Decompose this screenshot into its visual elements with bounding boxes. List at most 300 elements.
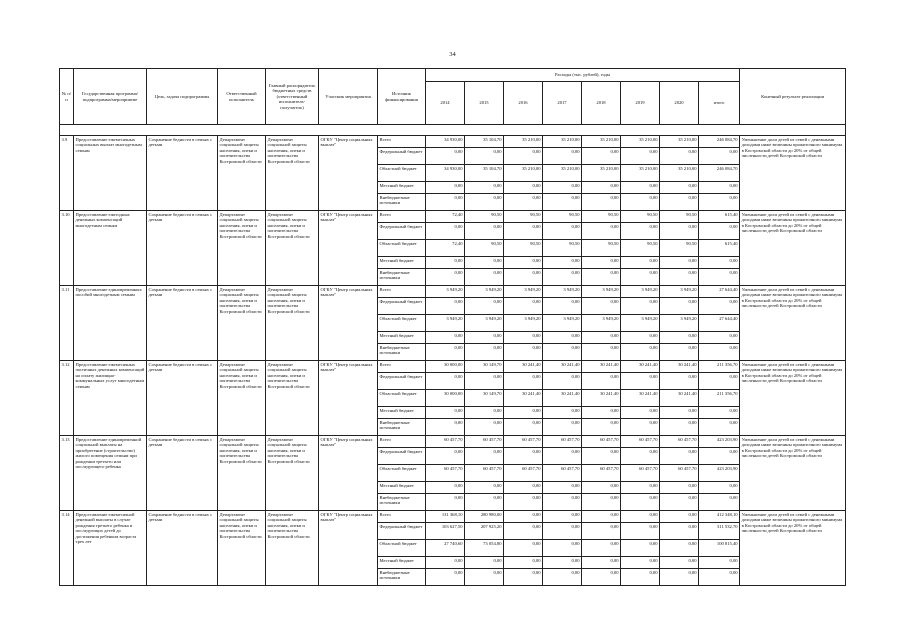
year-value: 90,50 <box>543 240 582 257</box>
year-value: 35 210,00 <box>660 136 699 148</box>
year-value: 0,00 <box>621 482 660 494</box>
year-value: 35 210,00 <box>621 165 660 182</box>
header-participant: Участник мероприятия <box>319 69 378 125</box>
year-value: 0,00 <box>660 332 699 344</box>
year-value: 35 104,70 <box>465 136 504 148</box>
table-row <box>60 211 846 223</box>
year-value: 3 949,20 <box>426 286 465 298</box>
year-value: 35 210,00 <box>582 136 621 148</box>
total-value: 27 644,40 <box>699 286 740 298</box>
year-value: 3 949,20 <box>504 315 543 332</box>
year-value: 0,00 <box>426 332 465 344</box>
total-value: 0,00 <box>699 223 740 240</box>
year-value: 0,00 <box>504 557 543 569</box>
row-number: 3.9 <box>60 136 74 211</box>
year-value: 60 457,70 <box>504 465 543 482</box>
year-value: 0,00 <box>660 182 699 194</box>
measure-participant: ОГКУ "Центр социальных выплат" <box>319 286 378 361</box>
row-number: 3.13 <box>60 436 74 511</box>
source-label: Областной бюджет <box>378 540 426 557</box>
total-value: 0,00 <box>699 448 740 465</box>
year-value: 60 457,70 <box>543 436 582 448</box>
year-value: 34 930,00 <box>426 136 465 148</box>
year-value: 0,00 <box>465 448 504 465</box>
source-label: Местный бюджет <box>378 332 426 344</box>
header-no: № п/п <box>60 69 74 125</box>
table-body <box>60 136 846 586</box>
source-label: Всего <box>378 511 426 523</box>
year-value: 60 457,70 <box>543 465 582 482</box>
measure-executor: Департамент социальной защиты населения, опеки и попечительства Костромской области <box>218 436 266 511</box>
year-value: 60 457,70 <box>426 465 465 482</box>
year-value: 3 949,20 <box>660 315 699 332</box>
year-value: 0,00 <box>504 148 543 165</box>
year-value: 0,00 <box>504 569 543 586</box>
measure-goal: Сохранение бедности в семьях с детьми <box>147 136 218 211</box>
year-value: 0,00 <box>621 344 660 361</box>
year-value: 0,00 <box>582 523 621 540</box>
year-value: 0,00 <box>504 373 543 390</box>
year-value: 30 241,40 <box>543 390 582 407</box>
year-value: 0,00 <box>465 569 504 586</box>
total-value: 0,00 <box>699 332 740 344</box>
total-value: 423 203,90 <box>699 465 740 482</box>
year-value: 0,00 <box>504 540 543 557</box>
header-result: Конечный результат реализации <box>740 69 846 125</box>
year-value: 0,00 <box>660 482 699 494</box>
source-label: Федеральный бюджет <box>378 448 426 465</box>
year-value: 0,00 <box>582 223 621 240</box>
total-value: 27 644,40 <box>699 315 740 332</box>
year-value: 90,50 <box>621 211 660 223</box>
total-value: 311 532,70 <box>699 523 740 540</box>
year-value: 0,00 <box>543 332 582 344</box>
year-value: 0,00 <box>660 148 699 165</box>
year-value: 90,50 <box>543 211 582 223</box>
year-value: 0,00 <box>660 257 699 269</box>
header-goal: Цель, задача подпрограммы <box>147 69 218 125</box>
source-label: Внебюджетные источники <box>378 569 426 586</box>
year-value: 0,00 <box>660 373 699 390</box>
source-label: Федеральный бюджет <box>378 148 426 165</box>
year-value: 280 980,00 <box>465 511 504 523</box>
source-label: Местный бюджет <box>378 482 426 494</box>
year-value: 60 457,70 <box>660 465 699 482</box>
header-source: Источник финансирования <box>378 69 426 125</box>
measure-goal: Сохранение бедности в семьях с детьми <box>147 286 218 361</box>
year-value: 0,00 <box>582 419 621 436</box>
measure-goal: Сохранение бедности в семьях с детьми <box>147 511 218 586</box>
year-value: 90,50 <box>660 211 699 223</box>
measure-executor: Департамент социальной защиты населения, опеки и попечительства Костромской области <box>218 136 266 211</box>
header-year: 2017 <box>543 82 582 125</box>
header-year: 2018 <box>582 82 621 125</box>
year-value: 3 949,20 <box>426 315 465 332</box>
row-number: 3.14 <box>60 511 74 586</box>
year-value: 90,50 <box>504 240 543 257</box>
year-value: 0,00 <box>543 569 582 586</box>
year-value: 30 000,00 <box>426 390 465 407</box>
year-value: 0,00 <box>465 194 504 211</box>
year-value: 0,00 <box>465 494 504 511</box>
year-value: 0,00 <box>621 494 660 511</box>
year-value: 3 949,20 <box>621 286 660 298</box>
measure-manager: Департамент социальной защиты населения, опеки и попечительства Костромской области <box>266 436 319 511</box>
year-value: 3 949,20 <box>465 315 504 332</box>
table-row <box>60 436 846 448</box>
year-value: 3 949,20 <box>543 286 582 298</box>
year-value: 30 241,40 <box>582 361 621 373</box>
total-value: 246 084,70 <box>699 136 740 148</box>
source-label: Внебюджетные источники <box>378 419 426 436</box>
year-value: 0,00 <box>543 194 582 211</box>
year-value: 0,00 <box>621 194 660 211</box>
year-value: 90,50 <box>660 240 699 257</box>
year-value: 0,00 <box>621 448 660 465</box>
year-value: 0,00 <box>465 223 504 240</box>
year-value: 0,00 <box>426 407 465 419</box>
year-value: 0,00 <box>426 569 465 586</box>
source-label: Областной бюджет <box>378 315 426 332</box>
year-value: 30 241,40 <box>660 390 699 407</box>
source-label: Всего <box>378 361 426 373</box>
source-label: Местный бюджет <box>378 557 426 569</box>
year-value: 30 241,40 <box>621 390 660 407</box>
year-value: 90,50 <box>504 211 543 223</box>
year-value: 35 210,00 <box>582 165 621 182</box>
measure-executor: Департамент социальной защиты населения, опеки и попечительства Костромской области <box>218 286 266 361</box>
year-value: 0,00 <box>426 344 465 361</box>
year-value: 0,00 <box>465 269 504 286</box>
year-value: 0,00 <box>582 511 621 523</box>
total-value: 246 084,70 <box>699 165 740 182</box>
year-value: 0,00 <box>465 148 504 165</box>
year-value: 60 457,70 <box>426 436 465 448</box>
final-result: Уменьшение доли детей из семей с денежными доходами ниже величины прожиточного минимума в Костромской области до 20% от общей численности детей Костромской области <box>740 136 846 211</box>
year-value: 0,00 <box>543 448 582 465</box>
final-result: Уменьшение доли детей из семей с денежными доходами ниже величины прожиточного минимума в Костромской области до 20% от общей численности детей Костромской области <box>740 511 846 586</box>
year-value: 0,00 <box>621 511 660 523</box>
year-value: 0,00 <box>504 182 543 194</box>
year-value: 0,00 <box>621 407 660 419</box>
year-value: 35 210,00 <box>543 136 582 148</box>
table-header <box>60 69 846 136</box>
year-value: 30 241,40 <box>504 390 543 407</box>
year-value: 0,00 <box>465 407 504 419</box>
header-year: 2016 <box>504 82 543 125</box>
year-value: 90,50 <box>582 211 621 223</box>
year-value: 0,00 <box>465 419 504 436</box>
year-value: 30 241,40 <box>504 361 543 373</box>
year-value: 0,00 <box>543 373 582 390</box>
year-value: 0,00 <box>465 557 504 569</box>
source-label: Внебюджетные источники <box>378 194 426 211</box>
total-value: 0,00 <box>699 194 740 211</box>
year-value: 90,50 <box>582 240 621 257</box>
year-value: 60 457,70 <box>660 436 699 448</box>
year-value: 60 457,70 <box>621 465 660 482</box>
table-row <box>60 286 846 298</box>
measure-name: Предоставление единовременной социальной выплаты на приобретение (строительство) жилого помещения семьям при рождении третьего или последующего ребенка <box>74 436 147 511</box>
year-value: 0,00 <box>504 223 543 240</box>
source-label: Всего <box>378 136 426 148</box>
final-result: Уменьшение доли детей из семей с денежными доходами ниже величины прожиточного минимума в Костромской области до 20% от общей численности детей Костромской области <box>740 211 846 286</box>
year-value: 35 210,00 <box>660 165 699 182</box>
year-value: 90,50 <box>465 211 504 223</box>
year-value: 0,00 <box>582 257 621 269</box>
year-value: 0,00 <box>426 269 465 286</box>
header-spacer-row <box>60 125 846 136</box>
total-value: 0,00 <box>699 269 740 286</box>
year-value: 0,00 <box>582 332 621 344</box>
year-value: 30 000,00 <box>426 361 465 373</box>
year-value: 0,00 <box>543 482 582 494</box>
year-value: 0,00 <box>621 523 660 540</box>
year-value: 0,00 <box>504 511 543 523</box>
row-number: 3.10 <box>60 211 74 286</box>
header-manager: Главный распорядитель бюджетных средств (ответственный исполнитель-получатель) <box>266 69 319 125</box>
year-value: 0,00 <box>582 373 621 390</box>
year-value: 34 930,00 <box>426 165 465 182</box>
year-value: 3 949,20 <box>582 286 621 298</box>
source-label: Областной бюджет <box>378 165 426 182</box>
total-value: 0,00 <box>699 182 740 194</box>
year-value: 0,00 <box>582 344 621 361</box>
year-value: 0,00 <box>621 257 660 269</box>
year-value: 207 925,20 <box>465 523 504 540</box>
total-value: 0,00 <box>699 557 740 569</box>
year-value: 30 149,70 <box>465 390 504 407</box>
year-value: 0,00 <box>426 182 465 194</box>
measure-manager: Департамент социальной защиты населения, опеки и попечительства Костромской области <box>266 286 319 361</box>
year-value: 0,00 <box>543 344 582 361</box>
year-value: 30 149,70 <box>465 361 504 373</box>
year-value: 27 740,60 <box>426 540 465 557</box>
year-value: 0,00 <box>621 223 660 240</box>
year-value: 0,00 <box>504 344 543 361</box>
measure-participant: ОГКУ "Центр социальных выплат" <box>319 136 378 211</box>
year-value: 0,00 <box>543 407 582 419</box>
year-value: 0,00 <box>426 148 465 165</box>
year-value: 0,00 <box>504 419 543 436</box>
year-value: 0,00 <box>543 269 582 286</box>
year-value: 0,00 <box>426 448 465 465</box>
year-value: 0,00 <box>504 523 543 540</box>
header-year: 2014 <box>426 82 465 125</box>
measure-executor: Департамент социальной защиты населения, опеки и попечительства Костромской области <box>218 211 266 286</box>
year-value: 0,00 <box>543 419 582 436</box>
source-label: Областной бюджет <box>378 390 426 407</box>
year-value: 0,00 <box>543 182 582 194</box>
year-value: 0,00 <box>465 332 504 344</box>
year-value: 90,50 <box>621 240 660 257</box>
header-name: Государственная программа/подпрограмма/мероприятие <box>74 69 147 125</box>
page-number: 34 <box>449 51 456 58</box>
year-value: 0,00 <box>504 269 543 286</box>
year-value: 0,00 <box>543 257 582 269</box>
year-value: 0,00 <box>660 298 699 315</box>
year-value: 0,00 <box>621 569 660 586</box>
year-value: 60 457,70 <box>504 436 543 448</box>
year-value: 0,00 <box>660 540 699 557</box>
year-value: 0,00 <box>426 257 465 269</box>
year-value: 0,00 <box>465 373 504 390</box>
year-value: 35 104,70 <box>465 165 504 182</box>
year-value: 0,00 <box>582 194 621 211</box>
year-value: 131 368,10 <box>426 511 465 523</box>
year-value: 60 457,70 <box>465 465 504 482</box>
table-row <box>60 136 846 148</box>
year-value: 3 949,20 <box>621 315 660 332</box>
year-value: 0,00 <box>660 407 699 419</box>
year-value: 0,00 <box>543 511 582 523</box>
measure-participant: ОГКУ "Центр социальных выплат" <box>319 361 378 436</box>
measure-manager: Департамент социальной защиты населения, опеки и попечительства Костромской области <box>266 211 319 286</box>
year-value: 0,00 <box>504 332 543 344</box>
year-value: 0,00 <box>504 194 543 211</box>
header-year: 2019 <box>621 82 660 125</box>
year-value: 3 949,20 <box>504 286 543 298</box>
year-value: 0,00 <box>426 557 465 569</box>
year-value: 0,00 <box>660 344 699 361</box>
year-value: 72,40 <box>426 240 465 257</box>
measure-name: Предоставление ежемесячных социальных выплат многодетным семьям <box>74 136 147 211</box>
year-value: 0,00 <box>582 540 621 557</box>
final-result: Уменьшение доли детей из семей с денежными доходами ниже величины прожиточного минимума в Костромской области до 20% от общей численности детей Костромской области <box>740 436 846 511</box>
year-value: 0,00 <box>660 223 699 240</box>
measure-name: Предоставление ежемесячной денежной выплаты в случае рождения третьего ребенка и последующих детей до достижения ребенком возраста трех лет <box>74 511 147 586</box>
year-value: 0,00 <box>426 494 465 511</box>
measure-executor: Департамент социальной защиты населения, опеки и попечительства Костромской области <box>218 361 266 436</box>
source-label: Федеральный бюджет <box>378 523 426 540</box>
year-value: 0,00 <box>621 269 660 286</box>
measure-goal: Сохранение бедности в семьях с детьми <box>147 361 218 436</box>
year-value: 0,00 <box>582 269 621 286</box>
year-value: 3 949,20 <box>582 315 621 332</box>
source-label: Внебюджетные источники <box>378 269 426 286</box>
year-value: 35 210,00 <box>543 165 582 182</box>
year-value: 0,00 <box>582 482 621 494</box>
final-result: Уменьшение доли детей из семей с денежными доходами ниже величины прожиточного минимума в Костромской области до 20% от общей численности детей Костромской области <box>740 286 846 361</box>
year-value: 0,00 <box>543 148 582 165</box>
year-value: 30 241,40 <box>543 361 582 373</box>
total-value: 0,00 <box>699 419 740 436</box>
table-row <box>60 361 846 373</box>
final-result: Уменьшение доли детей из семей с денежными доходами ниже величины прожиточного минимума в Костромской области до 20% от общей численности детей Костромской области <box>740 361 846 436</box>
source-label: Местный бюджет <box>378 257 426 269</box>
year-value: 30 241,40 <box>582 390 621 407</box>
source-label: Местный бюджет <box>378 407 426 419</box>
source-label: Внебюджетные источники <box>378 344 426 361</box>
year-value: 0,00 <box>504 448 543 465</box>
year-value: 73 054,80 <box>465 540 504 557</box>
header-total: итого <box>699 82 740 125</box>
year-value: 0,00 <box>543 540 582 557</box>
header-year: 2020 <box>660 82 699 125</box>
year-value: 0,00 <box>660 494 699 511</box>
header-year: 2015 <box>465 82 504 125</box>
total-value: 615,40 <box>699 240 740 257</box>
year-value: 0,00 <box>426 223 465 240</box>
row-number: 3.11 <box>60 286 74 361</box>
year-value: 0,00 <box>660 511 699 523</box>
year-value: 0,00 <box>660 194 699 211</box>
year-value: 3 949,20 <box>543 315 582 332</box>
source-label: Федеральный бюджет <box>378 223 426 240</box>
year-value: 0,00 <box>426 298 465 315</box>
source-label: Федеральный бюджет <box>378 373 426 390</box>
total-value: 412 348,10 <box>699 511 740 523</box>
year-value: 0,00 <box>465 182 504 194</box>
total-value: 615,40 <box>699 211 740 223</box>
measure-name: Предоставление единовременных пособий многодетным семьям <box>74 286 147 361</box>
year-value: 0,00 <box>621 298 660 315</box>
year-value: 0,00 <box>504 257 543 269</box>
year-value: 0,00 <box>660 269 699 286</box>
year-value: 35 210,00 <box>504 136 543 148</box>
year-value: 0,00 <box>660 523 699 540</box>
source-label: Всего <box>378 436 426 448</box>
year-value: 0,00 <box>465 482 504 494</box>
year-value: 0,00 <box>426 194 465 211</box>
total-value: 0,00 <box>699 298 740 315</box>
year-value: 0,00 <box>621 419 660 436</box>
year-value: 0,00 <box>504 482 543 494</box>
year-value: 30 241,40 <box>621 361 660 373</box>
year-value: 0,00 <box>621 148 660 165</box>
year-value: 0,00 <box>465 298 504 315</box>
source-label: Местный бюджет <box>378 182 426 194</box>
year-value: 0,00 <box>543 298 582 315</box>
measure-manager: Департамент социальной защиты населения, опеки и попечительства Костромской области <box>266 511 319 586</box>
year-value: 0,00 <box>621 332 660 344</box>
total-value: 211 356,70 <box>699 361 740 373</box>
total-value: 0,00 <box>699 569 740 586</box>
measure-manager: Департамент социальной защиты населения, опеки и попечительства Костромской области <box>266 136 319 211</box>
year-value: 0,00 <box>582 407 621 419</box>
year-value: 60 457,70 <box>465 436 504 448</box>
year-value: 0,00 <box>582 569 621 586</box>
measure-name: Предоставление ежемесячных частичных денежных компенсаций на оплату жилищно-коммунальных услуг многодетным семьям <box>74 361 147 436</box>
total-value: 423 203,90 <box>699 436 740 448</box>
year-value: 0,00 <box>621 182 660 194</box>
table-row <box>60 511 846 523</box>
year-value: 0,00 <box>543 494 582 511</box>
header-executor: Ответственный исполнитель <box>218 69 266 125</box>
total-value: 0,00 <box>699 407 740 419</box>
measure-participant: ОГКУ "Центр социальных выплат" <box>319 511 378 586</box>
year-value: 3 949,20 <box>465 286 504 298</box>
year-value: 3 949,20 <box>660 286 699 298</box>
year-value: 0,00 <box>543 523 582 540</box>
year-value: 0,00 <box>621 557 660 569</box>
measure-name: Предоставление ежегодных денежных компенсаций многодетным семьям <box>74 211 147 286</box>
year-value: 0,00 <box>660 557 699 569</box>
year-value: 0,00 <box>582 448 621 465</box>
year-value: 0,00 <box>582 494 621 511</box>
header-expenses: Расходы (тыс. рублей), годы <box>426 69 740 82</box>
measure-goal: Сохранение бедности в семьях с детьми <box>147 436 218 511</box>
year-value: 90,50 <box>465 240 504 257</box>
year-value: 0,00 <box>621 540 660 557</box>
source-label: Областной бюджет <box>378 240 426 257</box>
total-value: 0,00 <box>699 148 740 165</box>
year-value: 0,00 <box>582 557 621 569</box>
year-value: 0,00 <box>660 569 699 586</box>
year-value: 0,00 <box>543 223 582 240</box>
row-number: 3.12 <box>60 361 74 436</box>
year-value: 0,00 <box>621 373 660 390</box>
